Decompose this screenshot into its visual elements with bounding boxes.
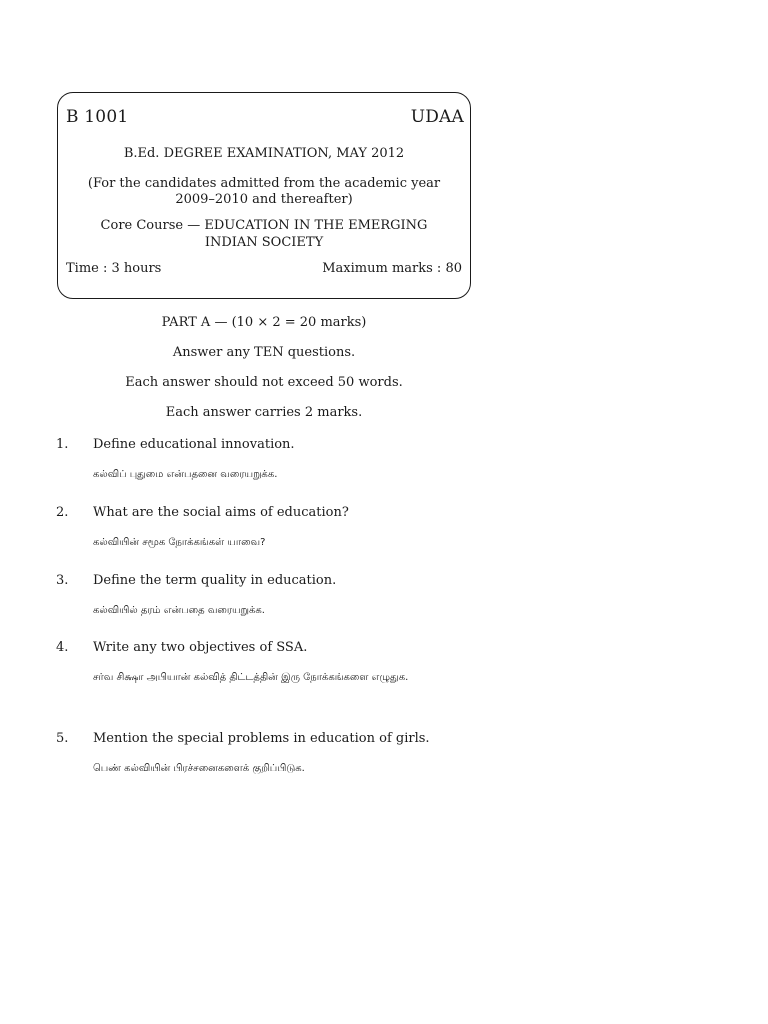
part-a-instruction-words: Each answer should not exceed 50 words. bbox=[125, 375, 403, 390]
question-text-english: Write any two objectives of SSA. bbox=[93, 640, 308, 655]
course-title-line2: INDIAN SOCIETY bbox=[204, 235, 324, 250]
candidates-note-line2: 2009–2010 and thereafter) bbox=[175, 192, 353, 207]
paper-code: B 1001 bbox=[66, 107, 129, 127]
question-text-tamil: கல்வியின் சமூக நோக்கங்கள் யாவை? bbox=[93, 537, 266, 548]
exam-title: B.Ed. DEGREE EXAMINATION, MAY 2012 bbox=[123, 146, 405, 161]
question-text-english: What are the social aims of education? bbox=[93, 505, 349, 520]
question-text-tamil: சர்வ சிக்ஷா அபியான் கல்வித் திட்டத்தின் இரு நோக்கங்களை எழுதுக. bbox=[93, 672, 409, 683]
exam-duration: Time : 3 hours bbox=[66, 261, 162, 276]
question-text-english: Define educational innovation. bbox=[93, 437, 295, 452]
question-number: 2. bbox=[56, 505, 69, 520]
question-text-english: Define the term quality in education. bbox=[93, 573, 337, 588]
part-a-instruction-marks: Each answer carries 2 marks. bbox=[165, 405, 363, 420]
question-text-tamil: கல்வியில் தரம் என்பதை வரையறுக்க. bbox=[93, 605, 265, 616]
part-a-instruction-answer: Answer any TEN questions. bbox=[172, 345, 356, 360]
question-text-english: Mention the special problems in education of girls. bbox=[93, 731, 430, 746]
exam-header-box bbox=[57, 92, 471, 299]
subject-code: UDAA bbox=[410, 107, 464, 127]
maximum-marks: Maximum marks : 80 bbox=[322, 261, 462, 276]
question-text-tamil: கல்விப் புதுமை என்பதனை வரையறுக்க. bbox=[93, 469, 278, 480]
question-number: 5. bbox=[56, 731, 69, 746]
question-number: 4. bbox=[56, 640, 69, 655]
question-number: 3. bbox=[56, 573, 69, 588]
candidates-note-line1: (For the candidates admitted from the academic year bbox=[87, 176, 441, 191]
part-a-title: PART A — (10 × 2 = 20 marks) bbox=[161, 315, 367, 330]
course-title-line1: Core Course — EDUCATION IN THE EMERGING bbox=[100, 218, 428, 233]
question-number: 1. bbox=[56, 437, 69, 452]
question-text-tamil: பெண் கல்வியின் பிரச்சனைகளைக் குறிப்பிடுக. bbox=[93, 763, 305, 774]
